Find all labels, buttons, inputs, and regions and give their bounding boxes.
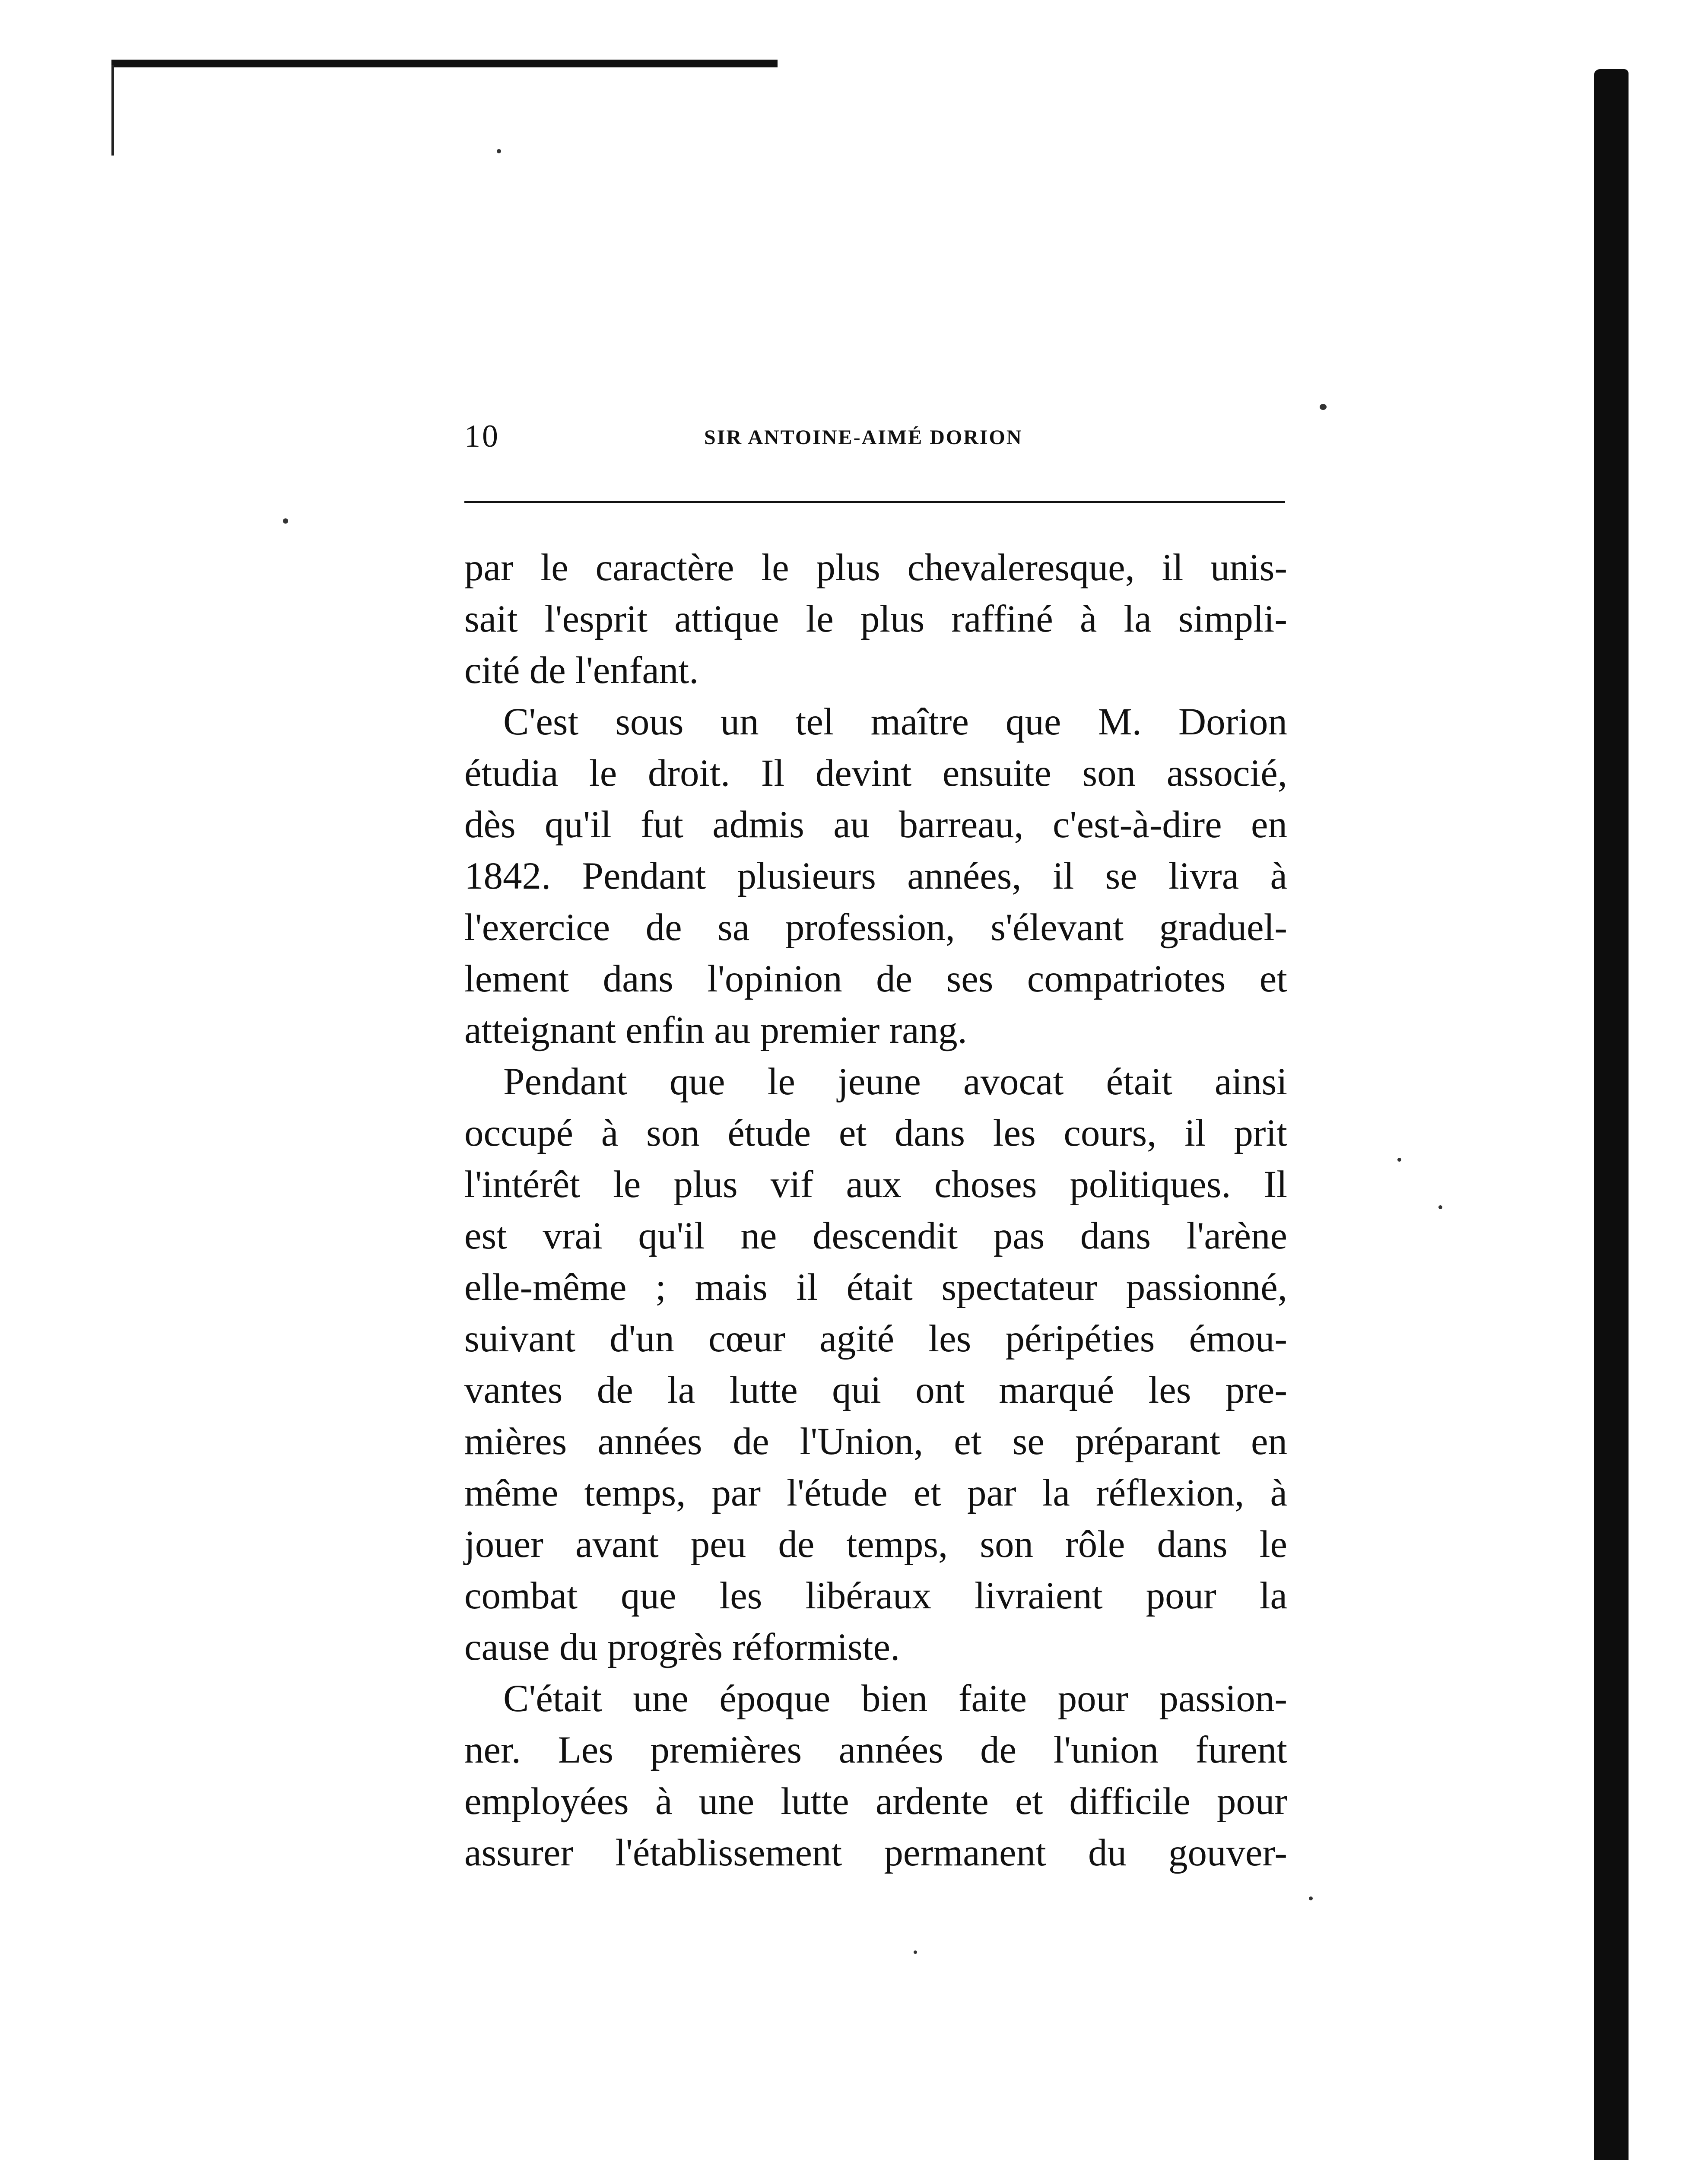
- text-line: est vrai qu'il ne descendit pas dans l'arène: [464, 1215, 1287, 1257]
- scan-speck: [497, 149, 501, 153]
- scan-edge-mark: [111, 65, 114, 156]
- scan-speck: [1320, 404, 1327, 410]
- text-line: assurer l'établissement permanent du gouver-: [464, 1832, 1287, 1874]
- text-line: sait l'esprit attique le plus raffiné à la simpli-: [464, 598, 1287, 640]
- scan-speck: [1397, 1158, 1401, 1162]
- scan-edge-rule: [111, 60, 778, 67]
- text-line: suivant d'un cœur agité les péripéties émou-: [464, 1318, 1287, 1360]
- text-line: C'était une époque bien faite pour passion-: [503, 1677, 1287, 1720]
- text-line: elle-même ; mais il était spectateur passionné,: [464, 1266, 1287, 1309]
- text-line: cause du progrès réformiste.: [464, 1626, 900, 1668]
- text-line: employées à une lutte ardente et difficile pour: [464, 1780, 1287, 1823]
- paragraph: [464, 1673, 1287, 1879]
- text-line: atteignant enfin au premier rang.: [464, 1009, 967, 1051]
- paragraph: [464, 696, 1287, 1056]
- text-line: jouer avant peu de temps, son rôle dans le: [464, 1523, 1287, 1566]
- text-line: dès qu'il fut admis au barreau, c'est-à-dire en: [464, 804, 1287, 846]
- text-line: C'est sous un tel maître que M. Dorion: [503, 701, 1287, 743]
- text-line: occupé à son étude et dans les cours, il prit: [464, 1112, 1287, 1154]
- text-line: cité de l'enfant.: [464, 649, 699, 692]
- text-line: lement dans l'opinion de ses compatriotes et: [464, 958, 1287, 1000]
- header-rule: [464, 501, 1285, 503]
- text-line: étudia le droit. Il devint ensuite son associé,: [464, 752, 1287, 794]
- running-head: [464, 417, 1285, 456]
- text-line: combat que les libéraux livraient pour la: [464, 1575, 1287, 1617]
- paragraph: [464, 542, 1287, 696]
- scan-speck: [1438, 1205, 1442, 1209]
- text-line: mières années de l'Union, et se préparant en: [464, 1420, 1287, 1463]
- text-line: Pendant que le jeune avocat était ainsi: [503, 1061, 1287, 1103]
- scan-speck: [1309, 1896, 1313, 1900]
- scan-speck: [914, 1950, 917, 1954]
- text-line: l'exercice de sa profession, s'élevant graduel-: [464, 906, 1287, 949]
- body-text: [464, 542, 1287, 1879]
- scan-binding-shadow: [1594, 69, 1629, 2160]
- page-number: 10: [464, 419, 500, 454]
- text-line: ner. Les premières années de l'union furent: [464, 1729, 1287, 1771]
- text-line: vantes de la lutte qui ont marqué les pre-: [464, 1369, 1287, 1411]
- running-head-title: SIR ANTOINE-AIMÉ DORION: [704, 426, 1023, 449]
- text-line: 1842. Pendant plusieurs années, il se livra à: [464, 855, 1287, 897]
- text-line: l'intérêt le plus vif aux choses politiques. Il: [464, 1163, 1287, 1206]
- text-line: même temps, par l'étude et par la réflexion, à: [464, 1472, 1287, 1514]
- text-line: par le caractère le plus chevaleresque, il unis-: [464, 546, 1287, 589]
- scan-speck: [283, 518, 288, 524]
- paragraph: [464, 1056, 1287, 1673]
